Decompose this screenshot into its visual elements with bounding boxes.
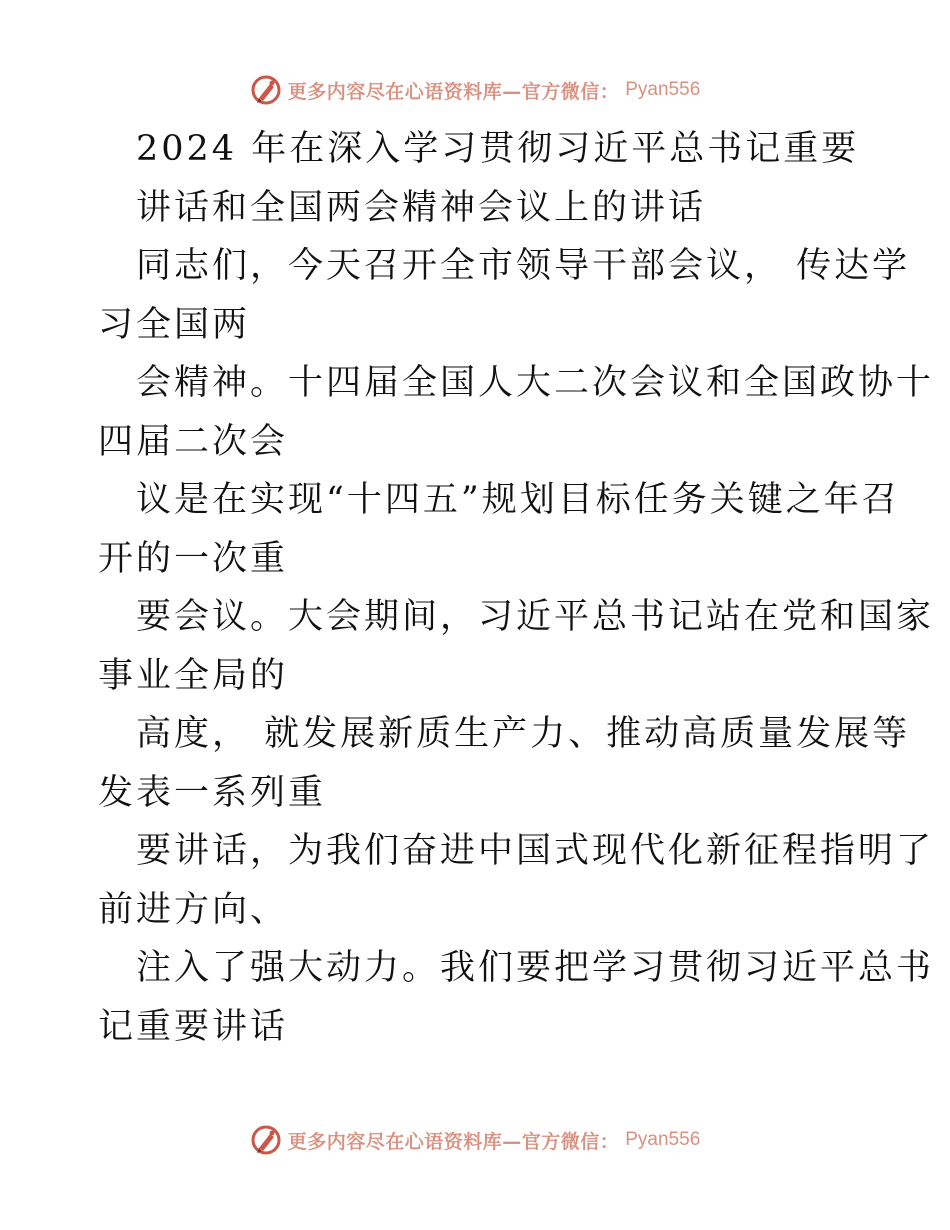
banner-text: 更多内容尽在心语资料库—官方微信：: [287, 1130, 620, 1153]
paragraph-line: 注入了强大动力。我们要把学习贯彻习近平总书: [136, 948, 935, 988]
banner-wechat-id: Pyan556: [625, 79, 701, 100]
banner-text: 更多内容尽在心语资料库—官方微信：: [287, 80, 620, 103]
paragraph-line: 同志们，今天召开全市领导干部会议， 传达学: [136, 246, 911, 286]
paragraph-line: 要会议。大会期间，习近平总书记站在党和国家: [136, 597, 935, 637]
paragraph-line: 开的一次重: [98, 538, 289, 579]
title-line-1: 2024 年在深入学习贯彻习近平总书记重要: [136, 129, 860, 169]
paragraph-line: 发表一系列重: [98, 772, 327, 813]
paragraph-line: 习全国两: [98, 304, 251, 345]
paragraph-line: 会精神。十四届全国人大二次会议和全国政协十: [136, 363, 935, 403]
banner-wechat-id: Pyan556: [625, 1129, 701, 1150]
footer-banner: [0, 1122, 950, 1158]
paragraph-line: 要讲话，为我们奋进中国式现代化新征程指明了: [136, 831, 935, 871]
pen-logo-icon: [250, 1124, 282, 1156]
paragraph-line: 事业全局的: [98, 655, 289, 696]
paragraph-line: 高度， 就发展新质生产力、推动高质量发展等: [136, 714, 911, 754]
document-body: [98, 120, 935, 1056]
header-banner: [0, 72, 950, 108]
paragraph-line: 四届二次会: [98, 421, 289, 462]
paragraph-line: 议是在实现“十四五”规划目标任务关键之年召: [136, 480, 900, 520]
title-line-2: 讲话和全国两会精神会议上的讲话: [136, 187, 707, 228]
paragraph-line: 记重要讲话: [98, 1006, 289, 1047]
pen-logo-icon: [250, 74, 282, 106]
paragraph-line: 前进方向、: [98, 889, 289, 930]
